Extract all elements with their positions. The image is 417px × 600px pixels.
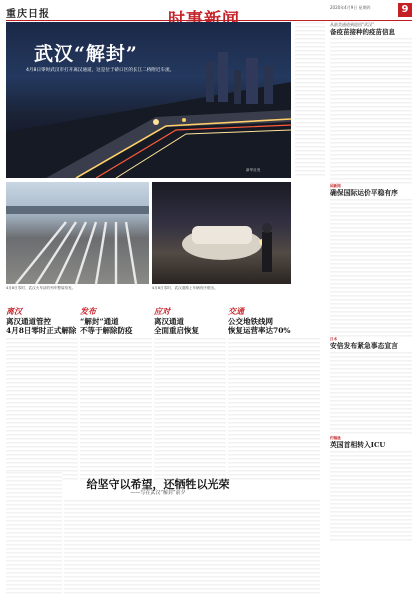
column-tag: 发布 [80, 306, 96, 316]
column-tag: 离汉 [6, 306, 22, 316]
article-kicker: 日本 [330, 337, 338, 341]
column-headline: “解封”通道 不等于解除防疫 [80, 317, 133, 335]
column-body [6, 338, 78, 482]
article-headline-japan: 安倍发布紧急事态宣言 [330, 342, 398, 350]
news-column [154, 306, 226, 482]
article-body [330, 352, 412, 436]
photo-caption: 4月8日零时，武汉道路上车辆有序驶出。 [152, 286, 218, 290]
article-body [330, 38, 412, 184]
side-story-title: 从最美通道到迎回“武汉” [330, 22, 375, 27]
header-rule [6, 20, 412, 21]
column-headline: 离汉通道 全面重启恢复 [154, 317, 199, 335]
article-body [330, 451, 412, 541]
bottom-subhead: ——写在武汉“解封”前夕 [130, 490, 186, 496]
column-tag: 交通 [228, 306, 244, 316]
news-column [228, 306, 320, 482]
bottom-headline: 给坚守以希望，还牺牲以光荣 [86, 478, 230, 491]
column-body [228, 338, 320, 482]
hero-headline: 武汉“解封” [34, 43, 138, 65]
column-headline: 公交地铁线网 恢复运营率达70% [228, 317, 291, 335]
article-kicker: 约翰逊 [330, 436, 341, 440]
hero-photo [6, 22, 291, 178]
side-text-strip [295, 22, 325, 178]
article-headline-freight: 确保国际运价平稳有序 [330, 189, 398, 197]
bottom-body [64, 500, 320, 596]
column-tag: 应对 [154, 306, 170, 316]
news-column [6, 306, 78, 482]
car-illustration [152, 182, 291, 284]
trains-illustration [6, 182, 149, 284]
photo-credit: 新华社发 [246, 168, 261, 172]
article-body [330, 199, 412, 337]
article-kicker: 国新网 [330, 184, 341, 188]
column-body [80, 338, 152, 482]
column-headline: 离汉通道管控 4月8日零时正式解除 [6, 317, 77, 335]
railway-photo [6, 182, 149, 284]
article-headline-uk: 英国首相转入ICU [330, 441, 386, 449]
newspaper-logo: 重庆日报 [6, 9, 50, 20]
right-column [330, 22, 412, 541]
side-story-headline: 备疫苗接种的疫苗信息 [330, 28, 395, 36]
bottom-left-text [6, 472, 62, 596]
dateline: 2020年4月9日 星期四 [330, 5, 371, 10]
hero-caption: 4月8日零时武汉市打开离汉通道，这是位于硚口区的长江二桥附近车流。 [26, 68, 175, 73]
page-number: 9 [398, 3, 412, 17]
news-column [80, 306, 152, 482]
column-body [154, 338, 226, 482]
night-road-photo [152, 182, 291, 284]
photo-caption: 4月8日零时，武汉火车站的列车整装待发。 [6, 286, 76, 290]
